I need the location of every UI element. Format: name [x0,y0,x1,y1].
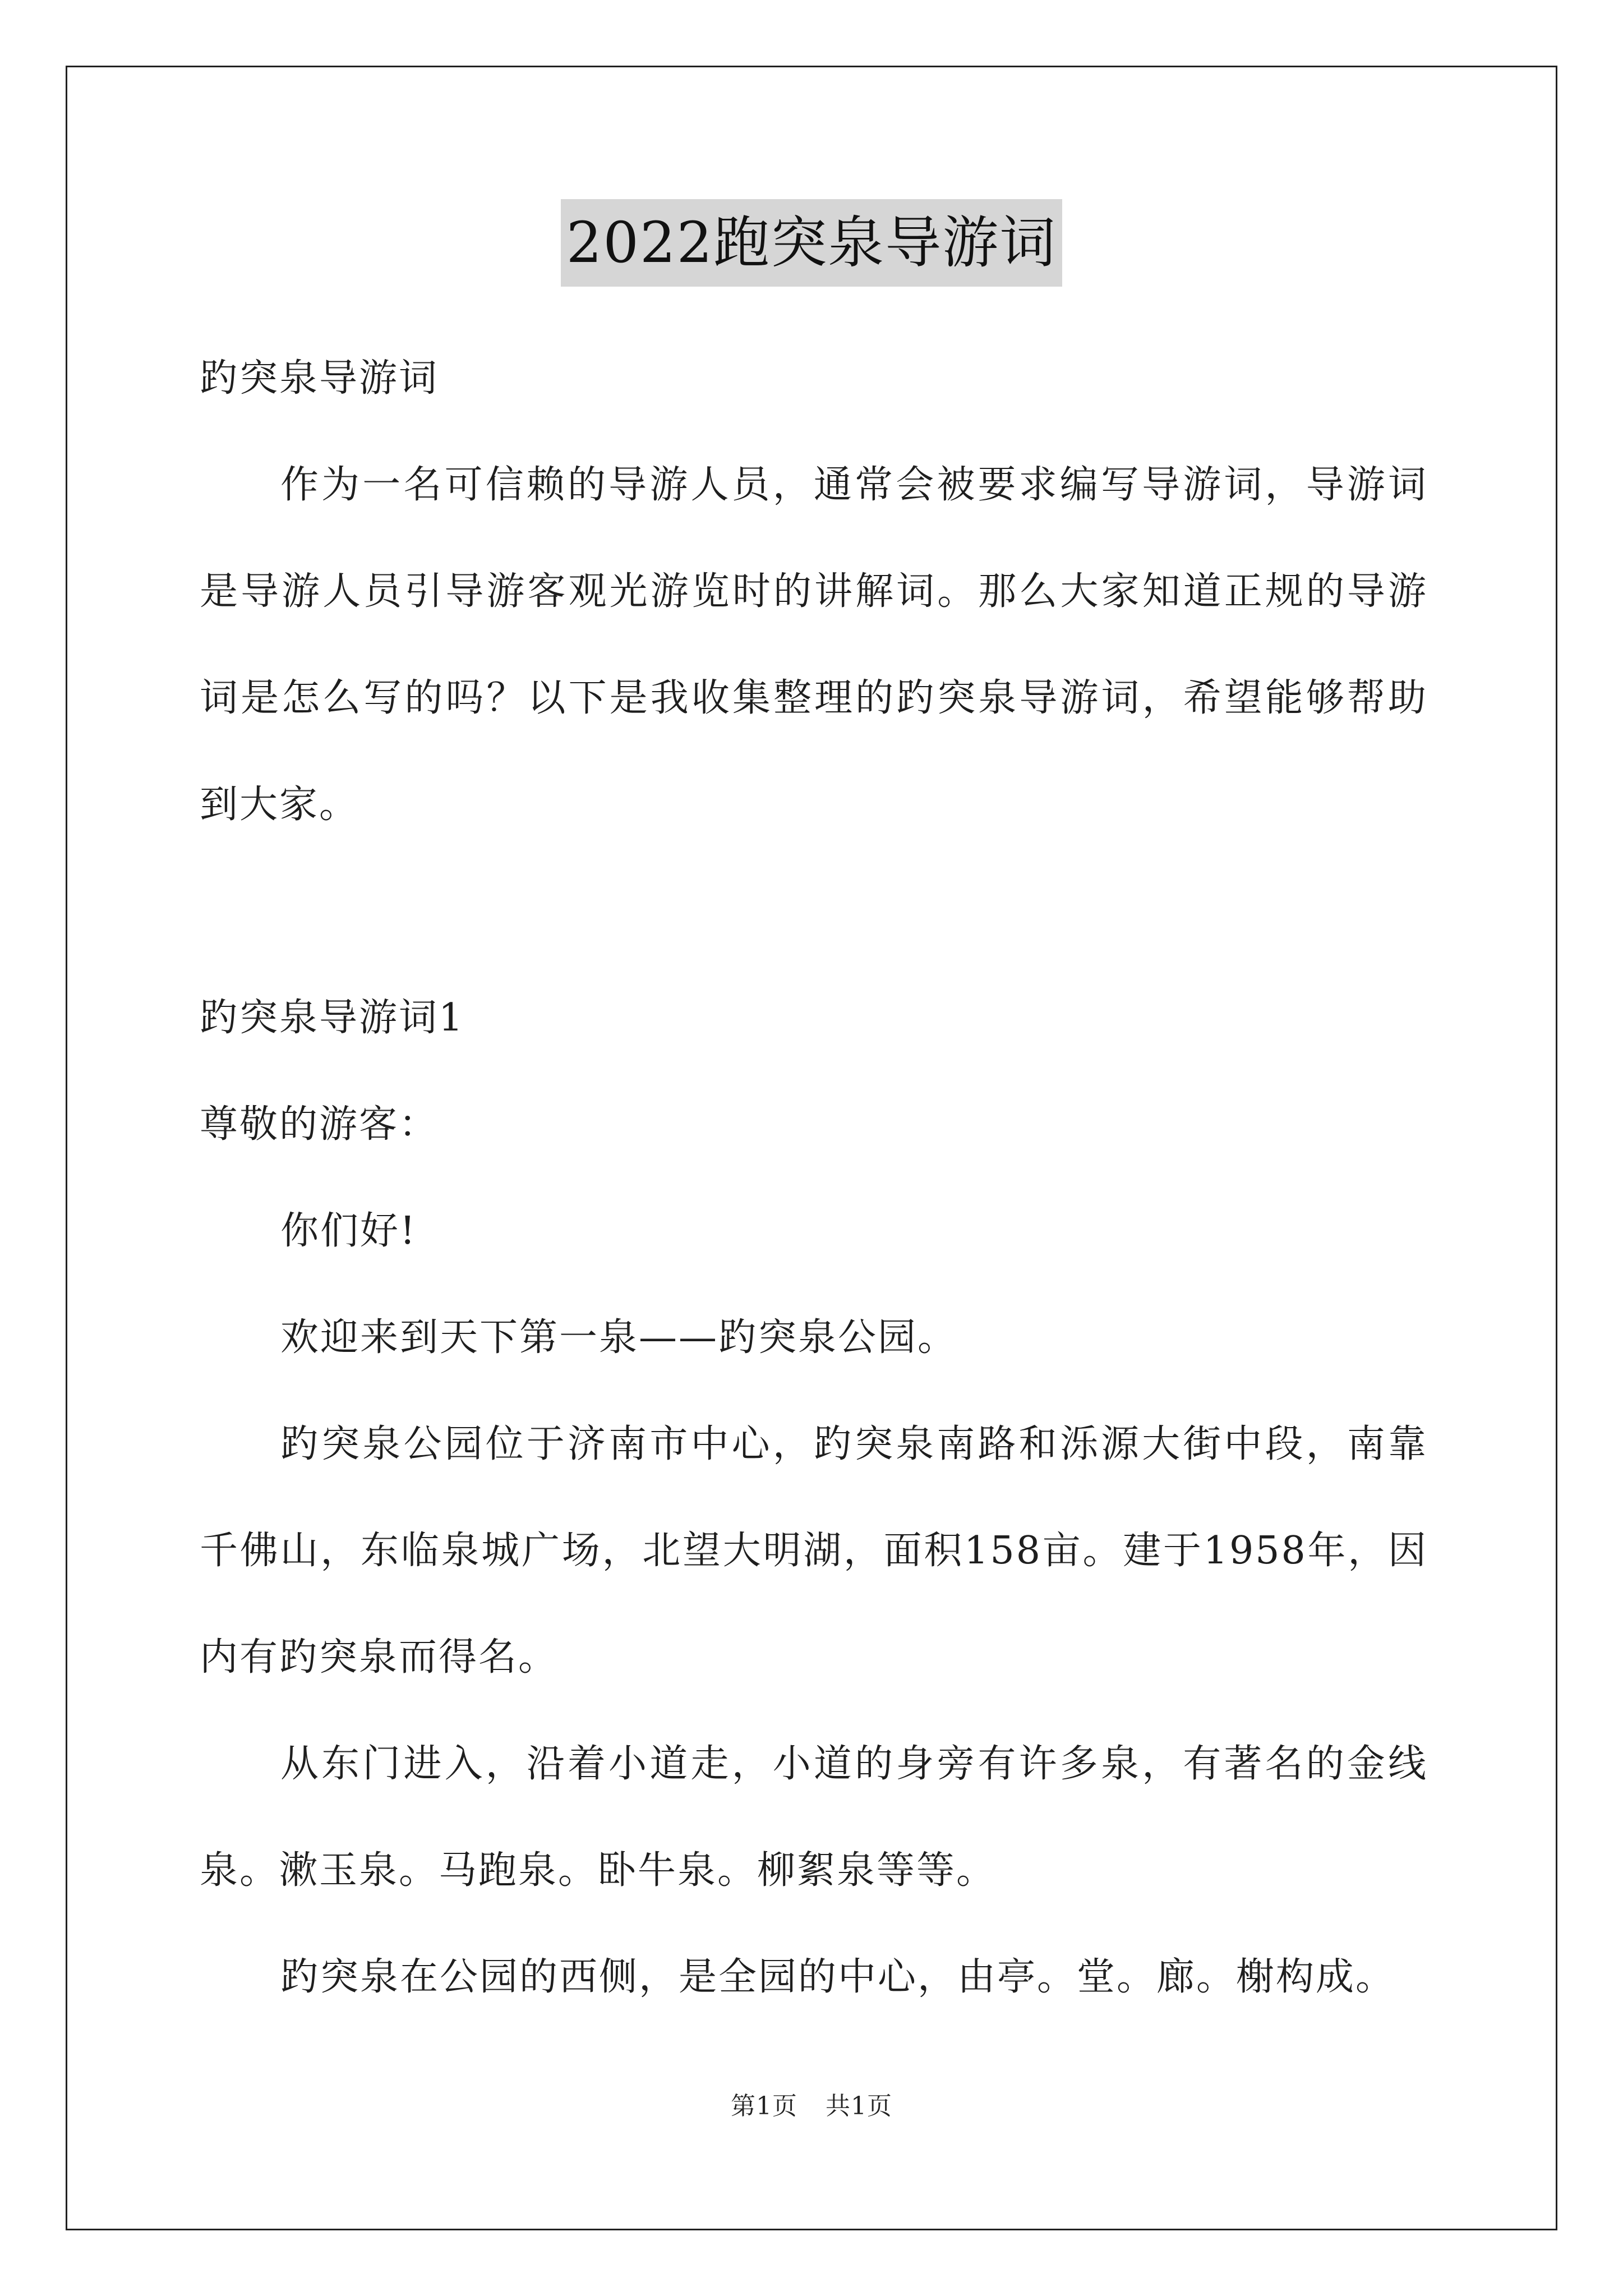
document-body [200,325,1428,2031]
page-number: 第1页 [731,2092,797,2120]
intro-paragraph: 作为一名可信赖的导游人员，通常会被要求编写导游词，导游词是导游人员引导游客观光游览时的讲解词。那么大家知道正规的导游词是怎么写的吗？以下是我收集整理的趵突泉导游词，希望能够帮助到大家。 [200,463,1428,827]
location-paragraph: 趵突泉公园位于济南市中心，趵突泉南路和泺源大街中段，南靠千佛山，东临泉城广场，北望大明湖，面积158亩。建于1958年，因内有趵突泉而得名。 [200,1422,1428,1680]
section-spacer [200,858,1428,965]
page-footer [0,2086,1623,2122]
section-heading-1: 趵突泉导游词1 [200,996,465,1040]
salutation: 尊敬的游客： [200,1102,439,1147]
document-title: 2022跑突泉导游词 [561,199,1063,287]
welcome-paragraph: 欢迎来到天下第一泉——趵突泉公园。 [280,1315,958,1360]
page-total: 共1页 [826,2092,892,2120]
spring-center-paragraph: 趵突泉在公园的西侧，是全园的中心，由亭。堂。廊。榭构成。 [280,1955,1396,1999]
east-gate-paragraph: 从东门进入，沿着小道走，小道的身旁有许多泉，有著名的金线泉。漱玉泉。马跑泉。卧牛泉。柳絮泉等等。 [200,1742,1428,1893]
section-heading-main: 趵突泉导游词 [200,356,439,401]
title-container [0,199,1623,287]
greeting: 你们好! [280,1209,417,1253]
